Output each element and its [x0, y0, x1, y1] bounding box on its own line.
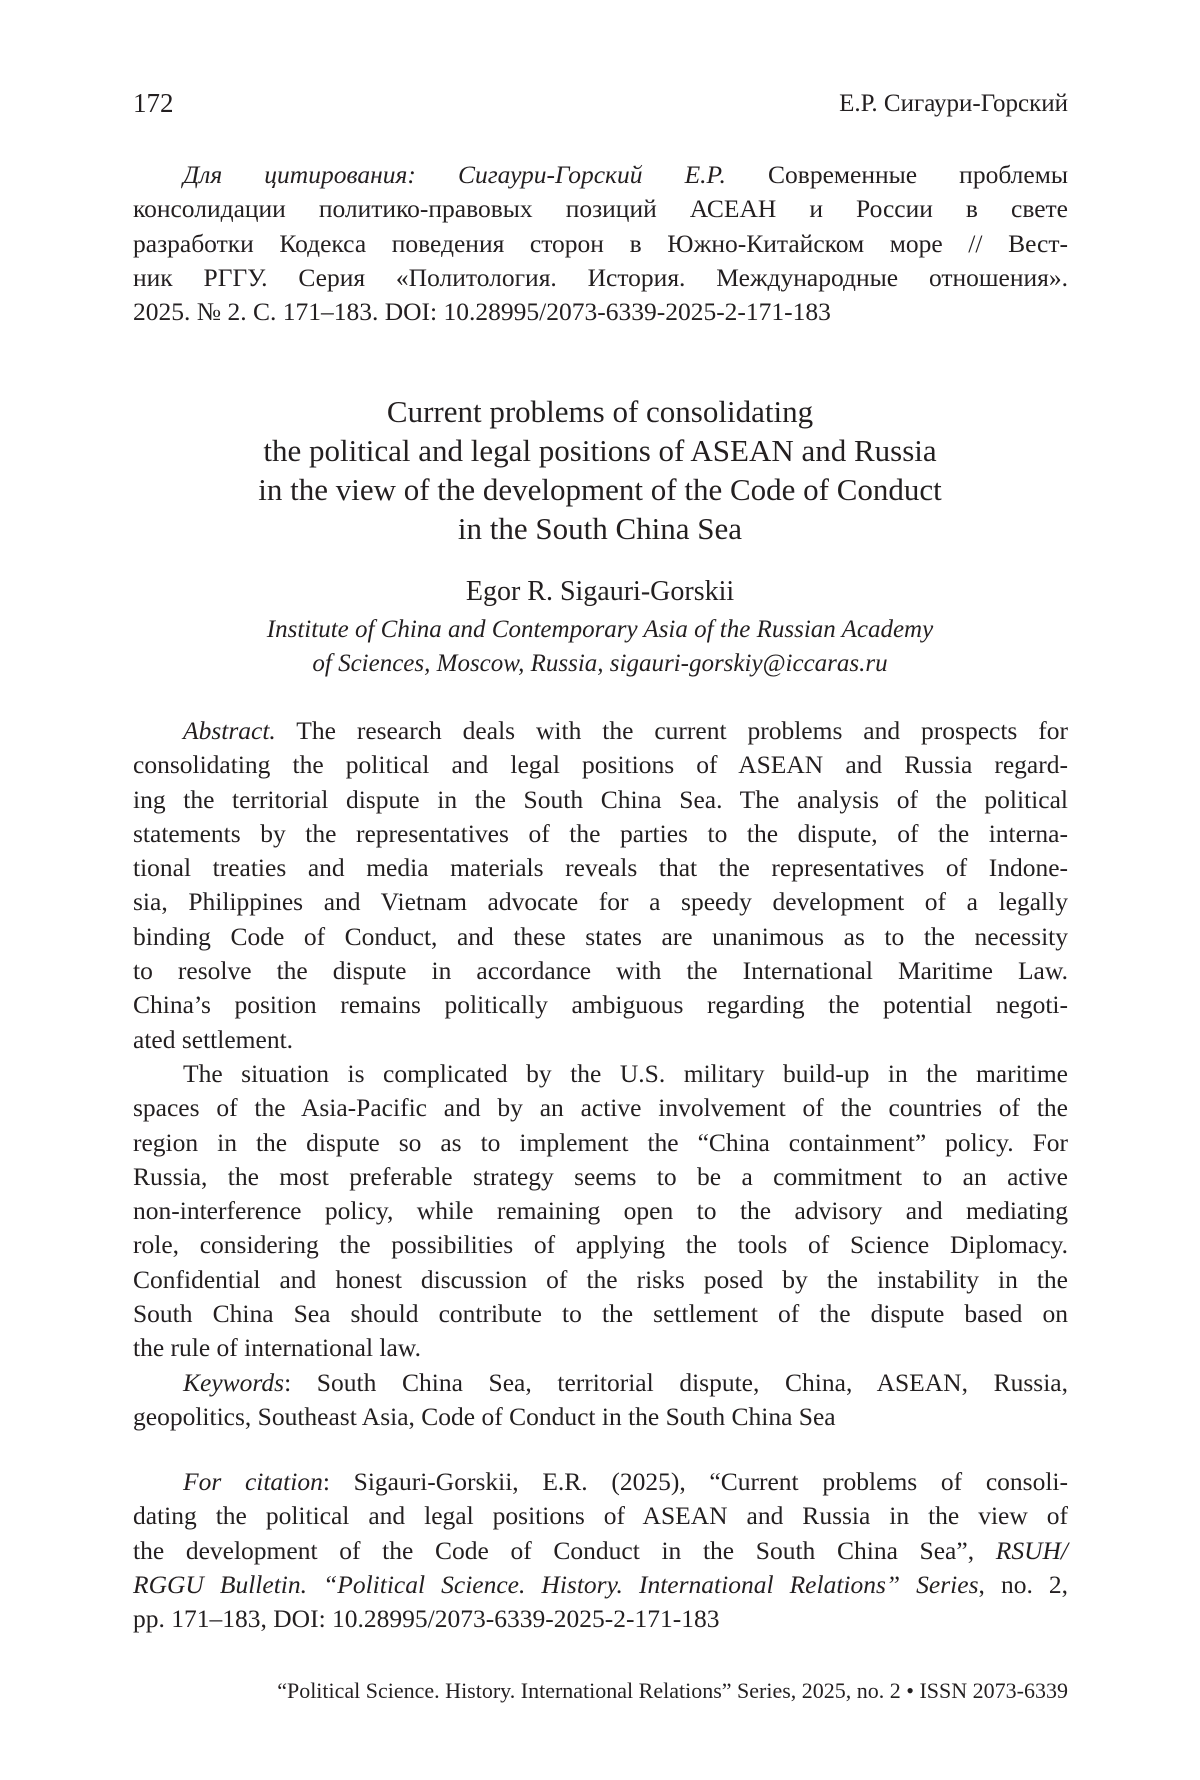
text-line	[133, 1400, 1068, 1434]
text: pp. 171–183, DOI: 10.28995/2073-6339-2025-2-171-183	[133, 1604, 720, 1634]
text-line	[133, 920, 1068, 954]
text: South China Sea should contribute to the settlement of the dispute based on	[133, 1299, 1068, 1329]
italic-text: Для цитирования: Сигаури-Горский Е.Р.	[183, 160, 726, 189]
text: the rule of international law.	[133, 1333, 421, 1363]
text: geopolitics, Southeast Asia, Code of Conduct in the South China Sea	[133, 1402, 836, 1432]
text-line	[133, 851, 1068, 885]
text: ing the territorial dispute in the South China Sea. The analysis of the political	[133, 784, 1068, 814]
text-line	[133, 1499, 1068, 1533]
text: The research deals with the current problems and prospects for	[275, 716, 1068, 745]
text-line	[133, 1297, 1068, 1331]
text: : Sigauri-Gorskii, E.R. (2025), “Current problems of consoli-	[322, 1467, 1068, 1496]
text: spaces of the Asia-Pacific and by an active involvement of the countries of the	[133, 1093, 1068, 1123]
text-line	[133, 1534, 1068, 1568]
text-line	[133, 783, 1068, 817]
text-line	[133, 1263, 1068, 1297]
text: Confidential and honest discussion of the risks posed by the instability in the	[133, 1264, 1068, 1294]
text-line	[133, 714, 1068, 748]
text: ated settlement.	[133, 1024, 294, 1054]
text-line	[133, 1091, 1068, 1125]
text-line	[133, 192, 1068, 226]
italic-text: RGGU Bulletin. “Political Science. History. International Relations” Series	[133, 1569, 979, 1599]
text: China’s position remains politically ambiguous regarding the potential negoti-	[133, 990, 1068, 1020]
text-line	[133, 1023, 1068, 1057]
text: консолидации политико-правовых позиций АСЕАН и России в свете	[133, 194, 1068, 224]
citation-en	[133, 1465, 1068, 1636]
text-line	[133, 885, 1068, 919]
text-line	[133, 158, 1068, 192]
text: to resolve the dispute in accordance with the International Maritime Law.	[133, 956, 1068, 986]
text-line	[133, 295, 1068, 329]
text: the development of the Code of Conduct in the South China Sea”,	[133, 1535, 996, 1565]
italic-text: For citation	[183, 1467, 323, 1496]
page-number: 172	[133, 88, 174, 118]
text: ник РГГУ. Серия «Политология. История. Международные отношения».	[133, 262, 1068, 292]
text: разработки Кодекса поведения сторон в Южно-Китайском море // Вест-	[133, 228, 1068, 258]
title-line: in the view of the development of the Code of Conduct	[258, 472, 942, 507]
text: Russia, the most preferable strategy seems to be a commitment to an active	[133, 1161, 1068, 1191]
text-line	[133, 1465, 1068, 1499]
title-line: in the South China Sea	[457, 511, 743, 546]
text-line	[133, 1057, 1068, 1091]
text-line	[133, 1228, 1068, 1262]
text-line	[133, 1568, 1068, 1602]
abstract-paragraph-2	[133, 1057, 1068, 1366]
text: , no. 2,	[978, 1569, 1069, 1599]
abstract-paragraph-1	[133, 714, 1068, 1057]
text-line	[133, 954, 1068, 988]
article-title	[0, 392, 1200, 548]
text-line	[133, 817, 1068, 851]
affiliation	[0, 613, 1200, 681]
text: binding Code of Conduct, and these states are unanimous as to the necessity	[133, 921, 1068, 951]
text: role, considering the possibilities of applying the tools of Science Diplomacy.	[133, 1230, 1068, 1260]
text-line	[133, 1126, 1068, 1160]
text: tional treaties and media materials reveals that the representatives of Indone-	[133, 853, 1068, 883]
text-line	[133, 1602, 1068, 1636]
text-line	[133, 988, 1068, 1022]
italic-text: Keywords	[183, 1368, 285, 1397]
italic-text: RSUH/	[995, 1535, 1068, 1565]
text-line	[133, 1160, 1068, 1194]
text: statements by the representatives of the parties to the dispute, of the interna-	[133, 818, 1068, 848]
italic-text: Abstract.	[183, 716, 276, 745]
text-line	[133, 261, 1068, 295]
text-line	[133, 1331, 1068, 1365]
affiliation-line: Institute of China and Contemporary Asia of the Russian Academy	[266, 616, 934, 643]
title-line: the political and legal positions of ASEAN and Russia	[263, 433, 937, 468]
text: sia, Philippines and Vietnam advocate for a speedy development of a legally	[133, 887, 1068, 917]
text-line	[133, 227, 1068, 261]
text: dating the political and legal positions of ASEAN and Russia in the view of	[133, 1501, 1068, 1531]
text: consolidating the political and legal positions of ASEAN and Russia regard-	[133, 750, 1068, 780]
text-line	[133, 1194, 1068, 1228]
text: The situation is complicated by the U.S. military build-up in the maritime	[183, 1059, 1068, 1088]
citation-ru	[133, 158, 1068, 329]
text: : South China Sea, territorial dispute, China, ASEAN, Russia,	[284, 1368, 1068, 1397]
text-line	[133, 748, 1068, 782]
title-line: Current problems of consolidating	[386, 394, 814, 429]
affiliation-line: of Sciences, Moscow, Russia, sigauri-gorskiy@iccaras.ru	[312, 650, 888, 677]
text-line	[133, 1366, 1068, 1400]
keywords	[133, 1366, 1068, 1435]
author-name: Egor R. Sigauri-Gorskii	[465, 576, 735, 607]
text: region in the dispute so as to implement the “China containment” policy. For	[133, 1127, 1068, 1157]
journal-footer: “Political Science. History. International Relations” Series, 2025, no. 2 • ISSN 2073-6339	[277, 1678, 1068, 1703]
text: non-interference policy, while remaining open to the advisory and mediating	[133, 1196, 1068, 1226]
text: Современные проблемы	[725, 160, 1068, 189]
text: 2025. № 2. С. 171–183. DOI: 10.28995/2073-6339-2025-2-171-183	[133, 297, 831, 327]
running-head: Е.Р. Сигаури-Горский	[839, 90, 1068, 117]
